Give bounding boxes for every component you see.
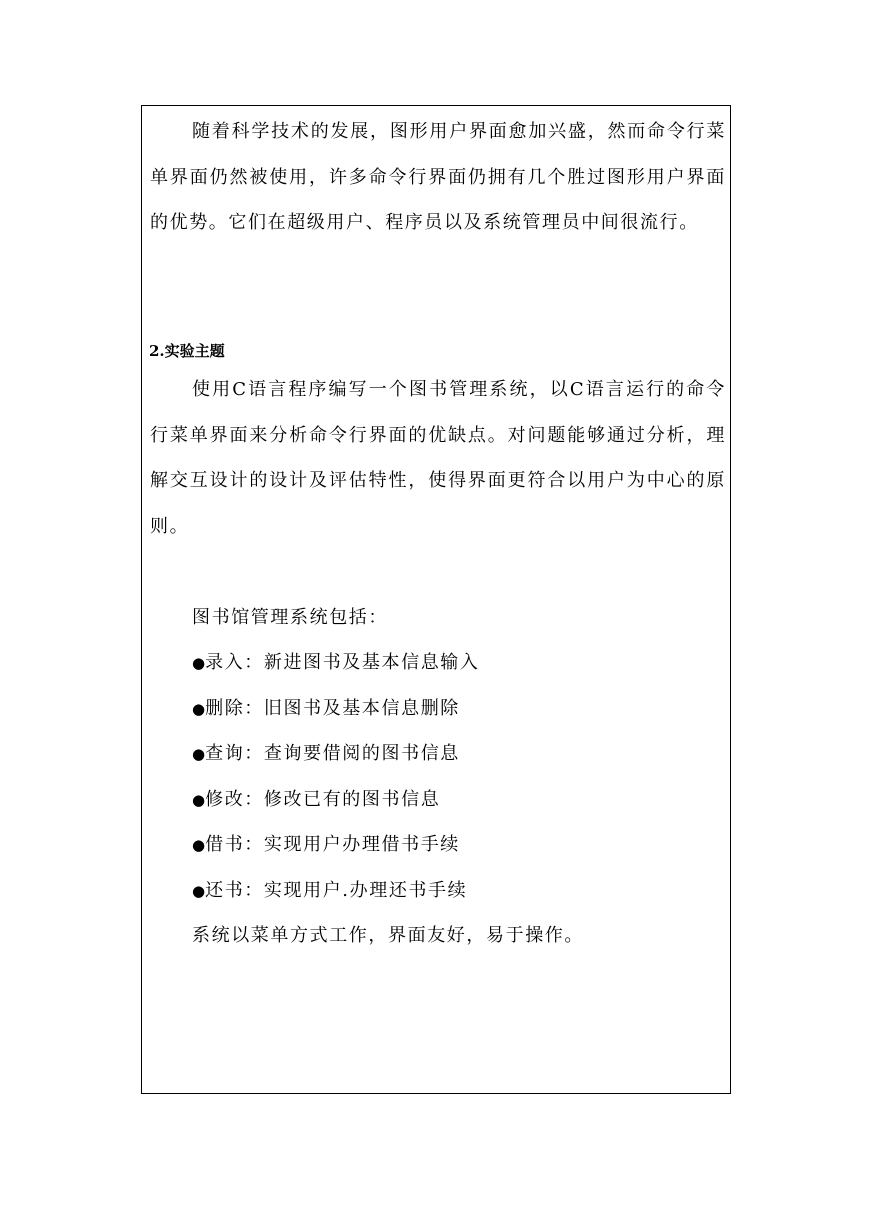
experiment-topic-paragraph: 使用C语言程序编写一个图书管理系统，以C语言运行的命令行菜单界面来分析命令行界面的优缺点。对问题能够通过分析，理解交互设计的设计及评估特性，使得界面更符合以用户为中心的原则。 — [150, 379, 726, 537]
list-item-return — [192, 879, 467, 903]
list-item-text: 录入：新进图书及基本信息输入 — [205, 652, 480, 673]
list-item-text: 还书：实现用户.办理还书手续 — [205, 880, 468, 901]
list-item-query — [192, 742, 460, 766]
bullet-icon: ● — [192, 791, 206, 809]
list-item-text: 借书：实现用户办理借书手续 — [205, 834, 460, 855]
intro-paragraph: 随着科学技术的发展，图形用户界面愈加兴盛，然而命令行菜单界面仍然被使用，许多命令行界面仍拥有几个胜过图形用户界面的优势。它们在超级用户、程序员以及系统管理员中间很流行。 — [150, 121, 726, 233]
bullet-icon: ● — [192, 836, 206, 854]
list-item-modify — [192, 788, 440, 812]
bullet-icon: ● — [192, 882, 206, 900]
list-item-text: 修改：修改已有的图书信息 — [205, 789, 441, 810]
list-item-delete — [192, 697, 460, 721]
bullet-icon: ● — [192, 700, 206, 718]
document-frame — [141, 105, 731, 1094]
system-intro: 图书馆管理系统包括： — [192, 607, 388, 628]
system-summary: 系统以菜单方式工作，界面友好，易于操作。 — [192, 925, 584, 946]
list-item-borrow — [192, 833, 460, 857]
bullet-icon: ● — [192, 654, 206, 672]
section-heading: 2.实验主题 — [149, 342, 225, 360]
list-item-text: 查询：查询要借阅的图书信息 — [205, 743, 460, 764]
list-item-input — [192, 651, 480, 675]
bullet-icon: ● — [192, 745, 206, 763]
list-item-text: 删除：旧图书及基本信息删除 — [205, 698, 460, 719]
